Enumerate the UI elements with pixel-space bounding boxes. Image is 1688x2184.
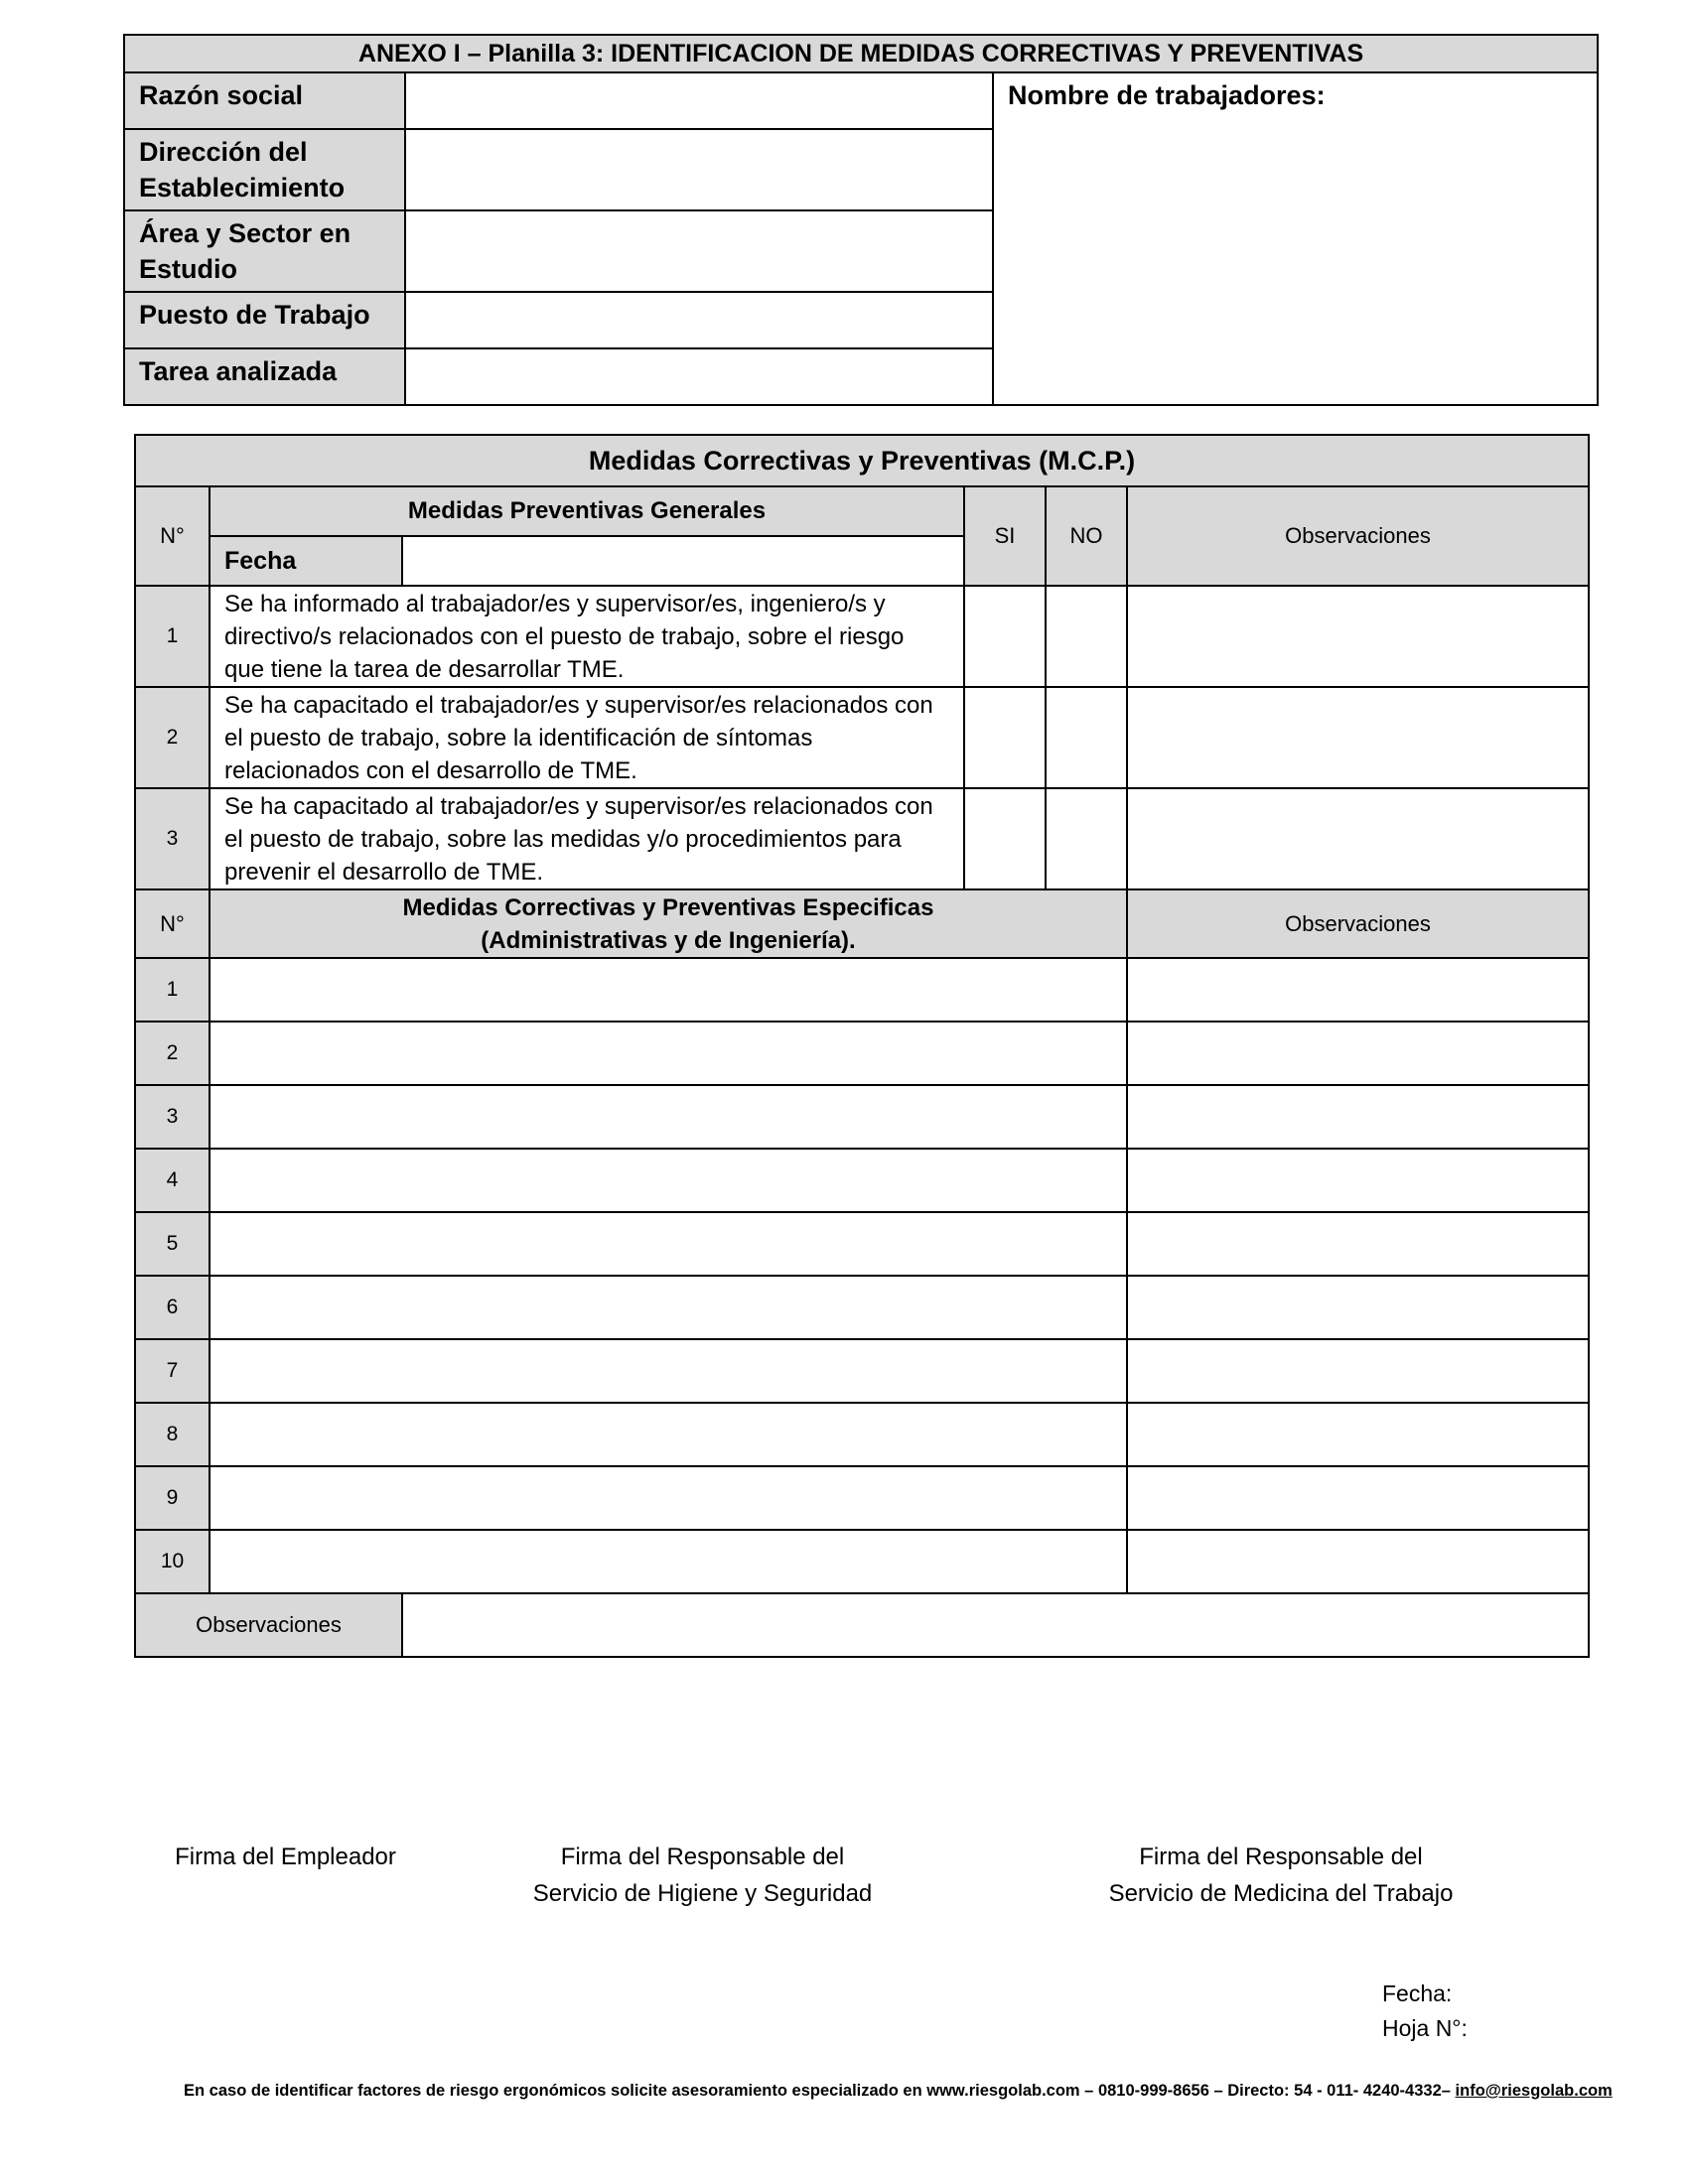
specific-measure-cell[interactable]	[210, 1276, 1127, 1339]
field-input-area-sector[interactable]	[405, 210, 993, 292]
specific-row	[135, 1212, 1589, 1276]
specific-measure-cell[interactable]	[210, 1403, 1127, 1466]
si-cell[interactable]	[964, 788, 1046, 889]
field-label-razon-social: Razón social	[124, 72, 405, 129]
page-number-label: Hoja N°:	[1382, 2015, 1468, 2041]
row-number: 10	[135, 1530, 210, 1593]
specific-row	[135, 1022, 1589, 1085]
specific-measure-cell[interactable]	[210, 1149, 1127, 1212]
row-number: 4	[135, 1149, 210, 1212]
specific-measures-title: Medidas Correctivas y Preventivas Especificas (Administrativas y de Ingeniería).	[210, 889, 1127, 958]
specific-row	[135, 1276, 1589, 1339]
row-number: 5	[135, 1212, 210, 1276]
signature-empleador: Firma del Empleador	[175, 1843, 396, 1870]
footer-text: En caso de identificar factores de riesgo ergonómicos solicite asesoramiento especializado en www.riesgolab.com – 0810-999-8656 – Directo: 54 - 011- 4240-4332–	[184, 2082, 1451, 2100]
general-row	[135, 586, 1589, 687]
specific-measure-cell[interactable]	[210, 958, 1127, 1022]
specific-row	[135, 1466, 1589, 1530]
col-header-n-specific: N°	[135, 889, 210, 958]
row-number: 3	[135, 788, 210, 889]
si-cell[interactable]	[964, 687, 1046, 788]
observaciones-input[interactable]	[402, 1593, 1589, 1657]
general-row	[135, 788, 1589, 889]
identification-table	[123, 34, 1599, 406]
specific-measure-cell[interactable]	[210, 1085, 1127, 1149]
no-cell[interactable]	[1046, 788, 1127, 889]
field-label-direccion: Dirección del Establecimiento	[124, 129, 405, 210]
general-measure-text: Se ha informado al trabajador/es y supervisor/es, ingeniero/s y directivo/s relacionados con el puesto de trabajo, sobre el riesgo que tiene la tarea de desarrollar TME.	[210, 586, 964, 687]
fecha-label: Fecha	[210, 536, 402, 586]
field-input-razon-social[interactable]	[405, 72, 993, 129]
row-number: 8	[135, 1403, 210, 1466]
observaciones-cell[interactable]	[1127, 788, 1589, 889]
specific-measure-cell[interactable]	[210, 1466, 1127, 1530]
observaciones-cell[interactable]	[1127, 1530, 1589, 1593]
signature-higiene-seguridad: Firma del Responsable del Servicio de Higiene y Seguridad	[532, 1843, 873, 1907]
observaciones-cell[interactable]	[1127, 1339, 1589, 1403]
observaciones-cell[interactable]	[1127, 1466, 1589, 1530]
specific-row	[135, 1085, 1589, 1149]
no-cell[interactable]	[1046, 687, 1127, 788]
row-number: 1	[135, 586, 210, 687]
col-header-no: NO	[1046, 486, 1127, 586]
row-number: 6	[135, 1276, 210, 1339]
si-cell[interactable]	[964, 586, 1046, 687]
mcp-title: Medidas Correctivas y Preventivas (M.C.P.)	[135, 435, 1589, 486]
specific-measure-cell[interactable]	[210, 1530, 1127, 1593]
observaciones-cell[interactable]	[1127, 687, 1589, 788]
observaciones-cell[interactable]	[1127, 1276, 1589, 1339]
row-number: 2	[135, 687, 210, 788]
footer-email-link[interactable]: info@riesgolab.com	[1455, 2082, 1613, 2100]
specific-measure-cell[interactable]	[210, 1022, 1127, 1085]
observaciones-cell[interactable]	[1127, 1085, 1589, 1149]
footer	[184, 2082, 1633, 2101]
general-measure-text: Se ha capacitado al trabajador/es y supervisor/es relacionados con el puesto de trabajo, sobre las medidas y/o procedimientos para prevenir el desarrollo de TME.	[210, 788, 964, 889]
date-label: Fecha:	[1382, 1980, 1453, 2006]
observaciones-label: Observaciones	[135, 1593, 402, 1657]
no-cell[interactable]	[1046, 586, 1127, 687]
row-number: 2	[135, 1022, 210, 1085]
general-measures-title: Medidas Preventivas Generales	[210, 486, 964, 536]
row-number: 1	[135, 958, 210, 1022]
general-row	[135, 687, 1589, 788]
specific-row	[135, 958, 1589, 1022]
row-number: 3	[135, 1085, 210, 1149]
specific-row	[135, 1339, 1589, 1403]
specific-measure-cell[interactable]	[210, 1339, 1127, 1403]
observaciones-cell[interactable]	[1127, 1403, 1589, 1466]
observaciones-cell[interactable]	[1127, 1212, 1589, 1276]
specific-row	[135, 1149, 1589, 1212]
row-number: 7	[135, 1339, 210, 1403]
col-header-n: N°	[135, 486, 210, 586]
field-input-direccion[interactable]	[405, 129, 993, 210]
specific-measure-cell[interactable]	[210, 1212, 1127, 1276]
signature-medicina-trabajo: Firma del Responsable del Servicio de Medicina del Trabajo	[1108, 1843, 1454, 1907]
workers-label: Nombre de trabajadores:	[1008, 80, 1326, 110]
specific-row	[135, 1403, 1589, 1466]
row-number: 9	[135, 1466, 210, 1530]
observaciones-cell[interactable]	[1127, 958, 1589, 1022]
mcp-table	[134, 434, 1590, 1658]
col-header-si: SI	[964, 486, 1046, 586]
field-label-tarea: Tarea analizada	[124, 348, 405, 405]
workers-names-box[interactable]	[993, 72, 1598, 405]
specific-row	[135, 1530, 1589, 1593]
form-title: ANEXO I – Planilla 3: IDENTIFICACION DE MEDIDAS CORRECTIVAS Y PREVENTIVAS	[124, 35, 1598, 72]
col-header-observaciones: Observaciones	[1127, 486, 1589, 586]
field-input-puesto[interactable]	[405, 292, 993, 348]
col-header-observaciones-specific: Observaciones	[1127, 889, 1589, 958]
observaciones-cell[interactable]	[1127, 1149, 1589, 1212]
field-label-area-sector: Área y Sector en Estudio	[124, 210, 405, 292]
observaciones-cell[interactable]	[1127, 1022, 1589, 1085]
general-measure-text: Se ha capacitado el trabajador/es y supervisor/es relacionados con el puesto de trabajo, sobre la identificación de síntomas relacionados con el desarrollo de TME.	[210, 687, 964, 788]
observaciones-cell[interactable]	[1127, 586, 1589, 687]
field-input-tarea[interactable]	[405, 348, 993, 405]
fecha-input[interactable]	[402, 536, 964, 586]
field-label-puesto: Puesto de Trabajo	[124, 292, 405, 348]
